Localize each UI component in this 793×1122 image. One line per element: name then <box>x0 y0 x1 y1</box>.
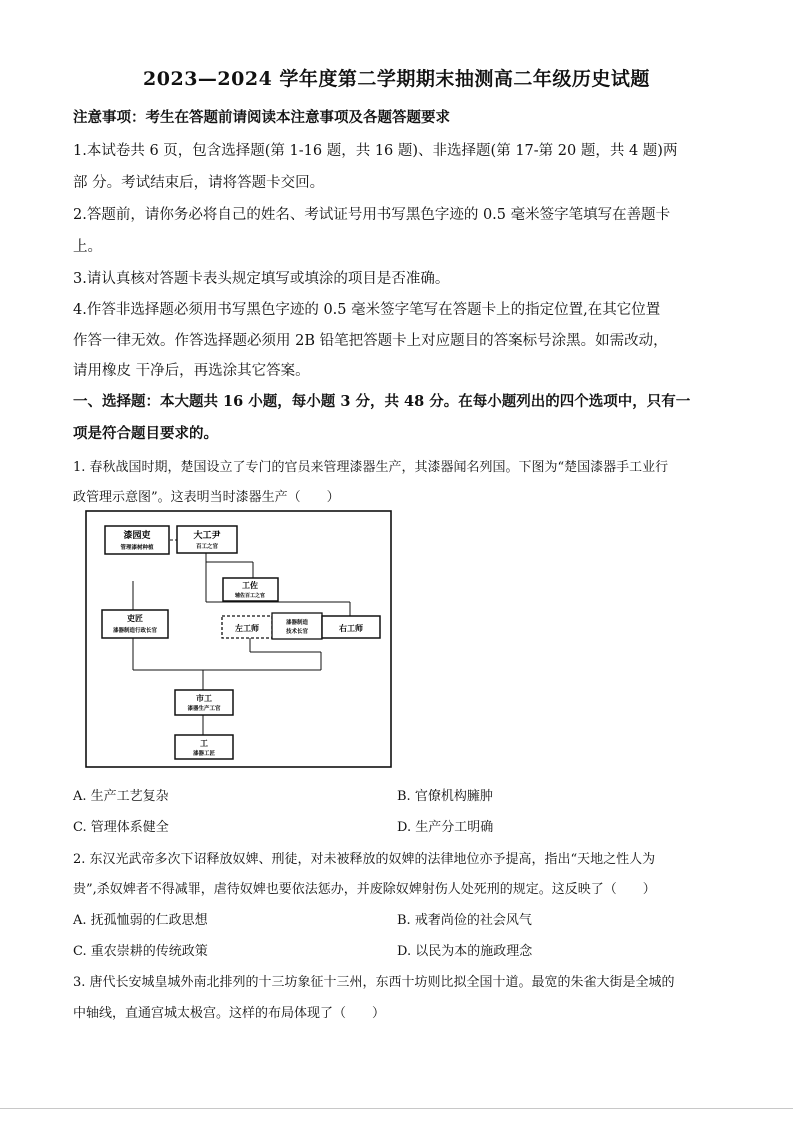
box-yougongshi-title: 右工师 <box>339 623 363 633</box>
q2-option-a: A. 抚孤恤弱的仁政思想 <box>73 913 208 928</box>
box-gongzuo-title: 工佐 <box>242 580 258 590</box>
box-qiyuan-sub: 管理漆树种植 <box>120 545 154 551</box>
notice-line: 3.请认真核对答题卡表头规定填写或填涂的项目是否准确。 <box>73 271 450 287</box>
question-1-stem-cont: 政管理示意图”。这表明当时漆器生产（ ） <box>73 490 340 505</box>
box-shigong-sub: 漆器生产工官 <box>187 706 221 712</box>
question-2-stem-cont: 贵”,杀奴婢者不得减罪，虐待奴婢也要依法惩办，并废除奴婢射伤人处死刑的规定。这反映了（ ） <box>73 882 656 897</box>
box-jishu <box>272 613 322 639</box>
q1-option-a: A. 生产工艺复杂 <box>73 789 169 804</box>
q2-option-d: D. 以民为本的施政理念 <box>397 944 533 959</box>
box-zuogongshi <box>222 616 272 638</box>
notice-line: 上。 <box>73 239 102 255</box>
notice-line: 作答一律无效。作答选择题必须用 2B 铅笔把答题卡上对应题目的答案标号涂黑。如需改动， <box>73 333 668 349</box>
box-zuogongshi-title: 左工师 <box>235 623 259 633</box>
q2-option-c: C. 重农崇耕的传统政策 <box>73 944 208 959</box>
notice-line: 请用橡皮 干净后，再选涂其它答案。 <box>73 363 310 379</box>
box-gong-title: 工 <box>200 738 208 748</box>
box-shigong <box>175 690 233 715</box>
q1-option-c: C. 管理体系健全 <box>73 820 169 835</box>
box-shijiang-sub: 漆器制造行政长官 <box>112 628 158 634</box>
box-qiyuan <box>105 526 169 554</box>
lacquer-admin-diagram <box>85 510 392 768</box>
section-heading-cont: 项是符合题目要求的。 <box>73 425 218 442</box>
q1-option-d: D. 生产分工明确 <box>397 820 494 835</box>
box-dagongyin-sub: 百工之官 <box>195 544 219 550</box>
question-2-stem: 2. 东汉光武帝多次下诏释放奴婢、刑徒，对未被释放的奴婢的法律地位亦予提高，指出“天地之性人为 <box>73 852 656 867</box>
box-dagongyin-title: 大工尹 <box>193 531 221 541</box>
notice-line: 2.答题前，请你务必将自己的姓名、考试证号用书写黑色字迹的 0.5 毫米签字笔填写在善题卡 <box>73 207 671 223</box>
box-gongzuo <box>223 578 278 601</box>
notice-line: 1.本试卷共 6 页，包含选择题(第 1-16 题，共 16 题)、非选择题(第 17-第 20 题，共 4 题)两 <box>73 143 678 159</box>
box-gongzuo-sub: 辅佐百工之官 <box>234 593 266 599</box>
question-1-stem: 1. 春秋战国时期，楚国设立了专门的官员来管理漆器生产，其漆器闻名列国。下图为“楚国漆器手工业行 <box>73 460 669 475</box>
question-3-stem: 3. 唐代长安城皇城外南北排列的十三坊象征十三州，东西十坊则比拟全国十道。最宽的朱雀大街是全城的 <box>73 975 675 990</box>
box-jishu-sub: 技术长官 <box>285 629 309 635</box>
box-yougongshi <box>322 616 380 638</box>
box-shigong-title: 市工 <box>196 693 212 703</box>
box-jishu-title: 漆器制造 <box>285 620 309 626</box>
question-3-stem-cont: 中轴线，直通宫城太极宫。这样的布局体现了（ ） <box>73 1006 386 1021</box>
q2-option-b: B. 戒奢尚俭的社会风气 <box>397 913 532 928</box>
notice-heading: 注意事项：考生在答题前请阅读本注意事项及各题答题要求 <box>73 109 450 126</box>
section-heading: 一、选择题：本大题共 16 小题，每小题 3 分，共 48 分。在每小题列出的四个选项中，只有一 <box>73 393 691 410</box>
notice-line: 4.作答非选择题必须用书写黑色字迹的 0.5 毫米签字笔写在答题卡上的指定位置,在其它位置 <box>73 302 661 318</box>
notice-line: 部 分。考试结束后，请将答题卡交回。 <box>73 175 325 191</box>
page-title: 2023—2024 学年度第二学期期末抽测高二年级历史试题 <box>143 68 650 90</box>
box-shijiang <box>102 610 168 638</box>
box-dagongyin <box>177 526 237 553</box>
page-bottom-rule <box>0 1108 793 1109</box>
box-gong-sub: 漆器工匠 <box>192 751 216 757</box>
box-gong <box>175 735 233 759</box>
q1-option-b: B. 官僚机构臃肿 <box>397 789 493 804</box>
box-qiyuan-title: 漆园吏 <box>123 531 151 541</box>
box-shijiang-title: 吏匠 <box>127 613 143 623</box>
